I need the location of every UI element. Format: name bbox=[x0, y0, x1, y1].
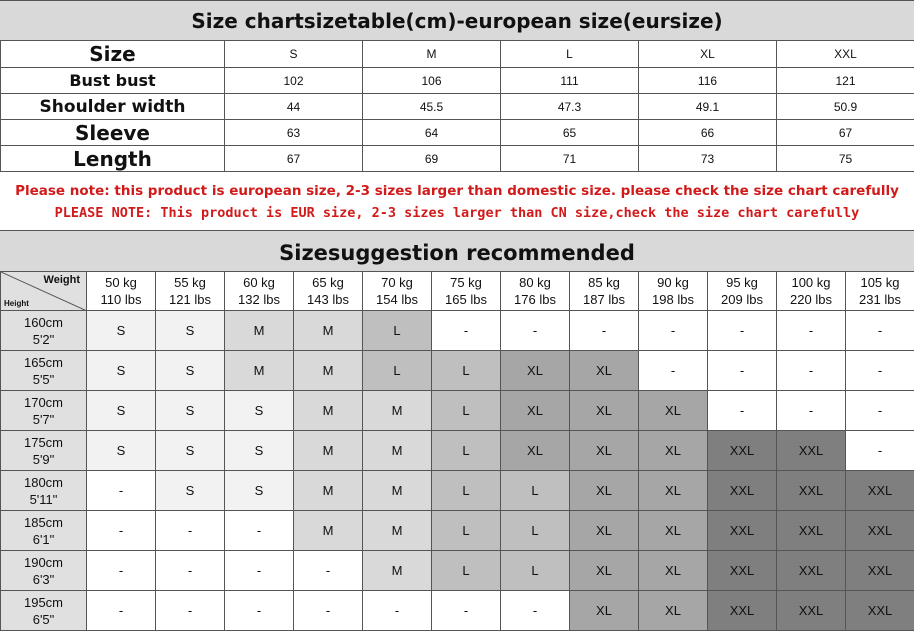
suggested-size-cell: XXL bbox=[777, 551, 846, 591]
suggested-size-cell: L bbox=[363, 351, 432, 391]
suggested-size-cell: S bbox=[156, 311, 225, 351]
suggestion-body bbox=[1, 272, 914, 631]
height-header-cell bbox=[1, 471, 87, 511]
bust-row bbox=[1, 68, 914, 94]
height-label: Height bbox=[4, 299, 29, 308]
suggested-size-cell: - bbox=[708, 311, 777, 351]
suggested-size-cell: L bbox=[432, 391, 501, 431]
suggested-size-cell: - bbox=[294, 551, 363, 591]
suggested-size-cell: XXL bbox=[708, 511, 777, 551]
weight-lbs: 165 lbs bbox=[445, 292, 487, 307]
suggested-size-cell: XL bbox=[501, 351, 570, 391]
suggested-size-cell: XXL bbox=[777, 591, 846, 631]
height-ft: 6'5" bbox=[32, 611, 55, 627]
suggested-size-cell: S bbox=[156, 431, 225, 471]
height-row bbox=[1, 511, 914, 551]
weight-header-cell bbox=[87, 272, 156, 311]
bust-cell: 111 bbox=[501, 68, 639, 94]
length-row bbox=[1, 146, 914, 172]
height-cm: 170cm bbox=[23, 394, 64, 410]
suggested-size-cell: M bbox=[294, 431, 363, 471]
shoulder-cell: 45.5 bbox=[363, 94, 501, 120]
sleeve-cell: 63 bbox=[225, 120, 363, 146]
size-cell: XL bbox=[639, 41, 777, 68]
height-row bbox=[1, 311, 914, 351]
size-row-label: Size bbox=[1, 41, 225, 68]
length-cell: 69 bbox=[363, 146, 501, 172]
suggested-size-cell: - bbox=[156, 551, 225, 591]
suggested-size-cell: M bbox=[363, 551, 432, 591]
shoulder-row-label: Shoulder width bbox=[1, 94, 225, 120]
suggested-size-cell: XL bbox=[570, 551, 639, 591]
height-cm: 160cm bbox=[23, 314, 64, 330]
weight-height-corner bbox=[1, 272, 87, 311]
suggested-size-cell: S bbox=[156, 471, 225, 511]
weight-lbs: 198 lbs bbox=[652, 292, 694, 307]
suggested-size-cell: - bbox=[87, 591, 156, 631]
shoulder-cell: 44 bbox=[225, 94, 363, 120]
weight-kg: 85 kg bbox=[588, 275, 620, 290]
size-cell: S bbox=[225, 41, 363, 68]
suggested-size-cell: XL bbox=[570, 391, 639, 431]
suggested-size-cell: S bbox=[156, 351, 225, 391]
suggested-size-cell: - bbox=[846, 431, 914, 471]
weight-header-cell bbox=[156, 272, 225, 311]
height-cm: 165cm bbox=[23, 354, 64, 370]
suggested-size-cell: - bbox=[363, 591, 432, 631]
weight-lbs: 121 lbs bbox=[169, 292, 211, 307]
suggested-size-cell: - bbox=[846, 351, 914, 391]
height-ft: 6'3" bbox=[32, 571, 55, 587]
suggested-size-cell: M bbox=[294, 391, 363, 431]
suggested-size-cell: - bbox=[639, 311, 708, 351]
height-ft: 5'2" bbox=[32, 331, 55, 347]
suggested-size-cell: XXL bbox=[777, 471, 846, 511]
suggested-size-cell: L bbox=[501, 511, 570, 551]
suggested-size-cell: XXL bbox=[846, 591, 914, 631]
weight-kg: 105 kg bbox=[860, 275, 900, 290]
size-chart-title: Size chartsizetable(cm)-european size(eursize) bbox=[0, 0, 914, 41]
bust-cell: 116 bbox=[639, 68, 777, 94]
size-cell: L bbox=[501, 41, 639, 68]
suggested-size-cell: XL bbox=[570, 431, 639, 471]
sleeve-row bbox=[1, 120, 914, 146]
size-row bbox=[1, 41, 914, 68]
suggested-size-cell: M bbox=[225, 311, 294, 351]
suggested-size-cell: XL bbox=[570, 351, 639, 391]
size-chart-table bbox=[0, 40, 914, 172]
height-cm: 185cm bbox=[23, 514, 64, 530]
weight-lbs: 154 lbs bbox=[376, 292, 418, 307]
weight-header-cell bbox=[501, 272, 570, 311]
weight-header-cell bbox=[363, 272, 432, 311]
weight-header-cell bbox=[225, 272, 294, 311]
suggested-size-cell: L bbox=[432, 431, 501, 471]
suggested-size-cell: - bbox=[708, 351, 777, 391]
length-cell: 73 bbox=[639, 146, 777, 172]
height-cm: 195cm bbox=[23, 594, 64, 610]
height-ft: 5'11" bbox=[29, 491, 58, 507]
weight-kg: 75 kg bbox=[450, 275, 482, 290]
suggested-size-cell: XXL bbox=[708, 591, 777, 631]
height-header-cell bbox=[1, 391, 87, 431]
suggested-size-cell: S bbox=[225, 391, 294, 431]
suggested-size-cell: - bbox=[156, 591, 225, 631]
suggested-size-cell: XL bbox=[639, 511, 708, 551]
weight-kg: 55 kg bbox=[174, 275, 206, 290]
length-row-label: Length bbox=[1, 146, 225, 172]
weight-header-row bbox=[1, 272, 914, 311]
suggested-size-cell: - bbox=[225, 551, 294, 591]
weight-header-cell bbox=[777, 272, 846, 311]
sleeve-cell: 67 bbox=[777, 120, 914, 146]
height-row bbox=[1, 391, 914, 431]
suggested-size-cell: - bbox=[777, 391, 846, 431]
weight-lbs: 110 lbs bbox=[100, 292, 142, 307]
suggested-size-cell: M bbox=[225, 351, 294, 391]
suggested-size-cell: - bbox=[501, 311, 570, 351]
height-cm: 180cm bbox=[23, 474, 64, 490]
weight-header-cell bbox=[846, 272, 914, 311]
shoulder-cell: 49.1 bbox=[639, 94, 777, 120]
notice-line-1: Please note: this product is european size, 2-3 sizes larger than domestic size. please check the size chart carefully bbox=[15, 183, 899, 199]
suggested-size-cell: L bbox=[432, 471, 501, 511]
suggested-size-cell: - bbox=[501, 591, 570, 631]
weight-kg: 100 kg bbox=[791, 275, 831, 290]
weight-lbs: 231 lbs bbox=[859, 292, 901, 307]
sleeve-row-label: Sleeve bbox=[1, 120, 225, 146]
weight-header-cell bbox=[639, 272, 708, 311]
suggested-size-cell: - bbox=[639, 351, 708, 391]
weight-lbs: 220 lbs bbox=[790, 292, 832, 307]
suggested-size-cell: M bbox=[363, 391, 432, 431]
suggested-size-cell: - bbox=[570, 311, 639, 351]
suggested-size-cell: XL bbox=[639, 551, 708, 591]
suggested-size-cell: - bbox=[432, 311, 501, 351]
suggested-size-cell: - bbox=[708, 391, 777, 431]
suggested-size-cell: - bbox=[846, 391, 914, 431]
height-row bbox=[1, 351, 914, 391]
sleeve-cell: 65 bbox=[501, 120, 639, 146]
suggested-size-cell: XL bbox=[570, 511, 639, 551]
height-ft: 5'5" bbox=[32, 371, 55, 387]
suggested-size-cell: S bbox=[87, 311, 156, 351]
height-row bbox=[1, 591, 914, 631]
weight-kg: 60 kg bbox=[243, 275, 275, 290]
suggested-size-cell: XL bbox=[639, 471, 708, 511]
weight-header-cell bbox=[708, 272, 777, 311]
height-ft: 5'7" bbox=[32, 411, 55, 427]
suggested-size-cell: XL bbox=[639, 591, 708, 631]
suggested-size-cell: - bbox=[225, 511, 294, 551]
suggested-size-cell: L bbox=[501, 471, 570, 511]
suggested-size-cell: XL bbox=[570, 591, 639, 631]
suggested-size-cell: M bbox=[294, 311, 363, 351]
weight-lbs: 187 lbs bbox=[583, 292, 625, 307]
weight-kg: 70 kg bbox=[381, 275, 413, 290]
suggested-size-cell: - bbox=[87, 471, 156, 511]
weight-kg: 65 kg bbox=[312, 275, 344, 290]
weight-lbs: 209 lbs bbox=[721, 292, 763, 307]
suggested-size-cell: L bbox=[501, 551, 570, 591]
size-cell: M bbox=[363, 41, 501, 68]
suggested-size-cell: M bbox=[363, 511, 432, 551]
size-notice bbox=[0, 171, 914, 230]
suggested-size-cell: XXL bbox=[708, 471, 777, 511]
weight-kg: 50 kg bbox=[105, 275, 137, 290]
suggested-size-cell: S bbox=[156, 391, 225, 431]
weight-kg: 90 kg bbox=[657, 275, 689, 290]
sleeve-cell: 64 bbox=[363, 120, 501, 146]
suggested-size-cell: S bbox=[225, 431, 294, 471]
height-header-cell bbox=[1, 591, 87, 631]
height-ft: 5'9" bbox=[32, 451, 55, 467]
weight-label: Weight bbox=[43, 274, 80, 286]
suggested-size-cell: - bbox=[87, 551, 156, 591]
suggested-size-cell: XXL bbox=[708, 551, 777, 591]
height-row bbox=[1, 471, 914, 511]
suggested-size-cell: - bbox=[294, 591, 363, 631]
size-suggestion-table bbox=[0, 271, 914, 631]
weight-kg: 95 kg bbox=[726, 275, 758, 290]
weight-kg: 80 kg bbox=[519, 275, 551, 290]
suggested-size-cell: M bbox=[363, 431, 432, 471]
height-row bbox=[1, 551, 914, 591]
suggested-size-cell: S bbox=[87, 351, 156, 391]
suggested-size-cell: M bbox=[294, 511, 363, 551]
suggested-size-cell: S bbox=[87, 431, 156, 471]
height-cm: 190cm bbox=[23, 554, 64, 570]
shoulder-cell: 50.9 bbox=[777, 94, 914, 120]
suggested-size-cell: XXL bbox=[846, 551, 914, 591]
suggested-size-cell: - bbox=[432, 591, 501, 631]
bust-row-label: Bust bust bbox=[1, 68, 225, 94]
weight-lbs: 176 lbs bbox=[514, 292, 556, 307]
suggested-size-cell: S bbox=[87, 391, 156, 431]
suggested-size-cell: XL bbox=[570, 471, 639, 511]
suggestion-title: Sizesuggestion recommended bbox=[0, 230, 914, 272]
suggested-size-cell: XXL bbox=[846, 511, 914, 551]
suggested-size-cell: L bbox=[432, 351, 501, 391]
suggested-size-cell: - bbox=[87, 511, 156, 551]
suggested-size-cell: XXL bbox=[708, 431, 777, 471]
weight-lbs: 132 lbs bbox=[238, 292, 280, 307]
suggested-size-cell: L bbox=[432, 551, 501, 591]
suggested-size-cell: XL bbox=[501, 391, 570, 431]
length-cell: 71 bbox=[501, 146, 639, 172]
shoulder-row bbox=[1, 94, 914, 120]
suggested-size-cell: XL bbox=[639, 391, 708, 431]
suggested-size-cell: M bbox=[363, 471, 432, 511]
length-cell: 67 bbox=[225, 146, 363, 172]
weight-header-cell bbox=[294, 272, 363, 311]
length-cell: 75 bbox=[777, 146, 914, 172]
notice-line-2: PLEASE NOTE: This product is EUR size, 2-3 sizes larger than CN size,check the size chart carefully bbox=[54, 205, 860, 221]
weight-header-cell bbox=[432, 272, 501, 311]
suggested-size-cell: XL bbox=[501, 431, 570, 471]
suggested-size-cell: XXL bbox=[777, 511, 846, 551]
height-header-cell bbox=[1, 311, 87, 351]
height-row bbox=[1, 431, 914, 471]
suggested-size-cell: - bbox=[777, 311, 846, 351]
suggested-size-cell: XXL bbox=[777, 431, 846, 471]
suggested-size-cell: - bbox=[846, 311, 914, 351]
weight-header-cell bbox=[570, 272, 639, 311]
suggested-size-cell: L bbox=[363, 311, 432, 351]
bust-cell: 121 bbox=[777, 68, 914, 94]
height-header-cell bbox=[1, 551, 87, 591]
bust-cell: 102 bbox=[225, 68, 363, 94]
suggested-size-cell: XL bbox=[639, 431, 708, 471]
weight-lbs: 143 lbs bbox=[307, 292, 349, 307]
height-ft: 6'1" bbox=[32, 531, 55, 547]
suggested-size-cell: M bbox=[294, 471, 363, 511]
bust-cell: 106 bbox=[363, 68, 501, 94]
suggested-size-cell: - bbox=[225, 591, 294, 631]
suggested-size-cell: L bbox=[432, 511, 501, 551]
suggested-size-cell: - bbox=[156, 511, 225, 551]
height-header-cell bbox=[1, 351, 87, 391]
height-header-cell bbox=[1, 431, 87, 471]
height-header-cell bbox=[1, 511, 87, 551]
suggested-size-cell: S bbox=[225, 471, 294, 511]
shoulder-cell: 47.3 bbox=[501, 94, 639, 120]
suggested-size-cell: XXL bbox=[846, 471, 914, 511]
size-cell: XXL bbox=[777, 41, 914, 68]
sleeve-cell: 66 bbox=[639, 120, 777, 146]
suggested-size-cell: M bbox=[294, 351, 363, 391]
height-cm: 175cm bbox=[23, 434, 64, 450]
suggested-size-cell: - bbox=[777, 351, 846, 391]
